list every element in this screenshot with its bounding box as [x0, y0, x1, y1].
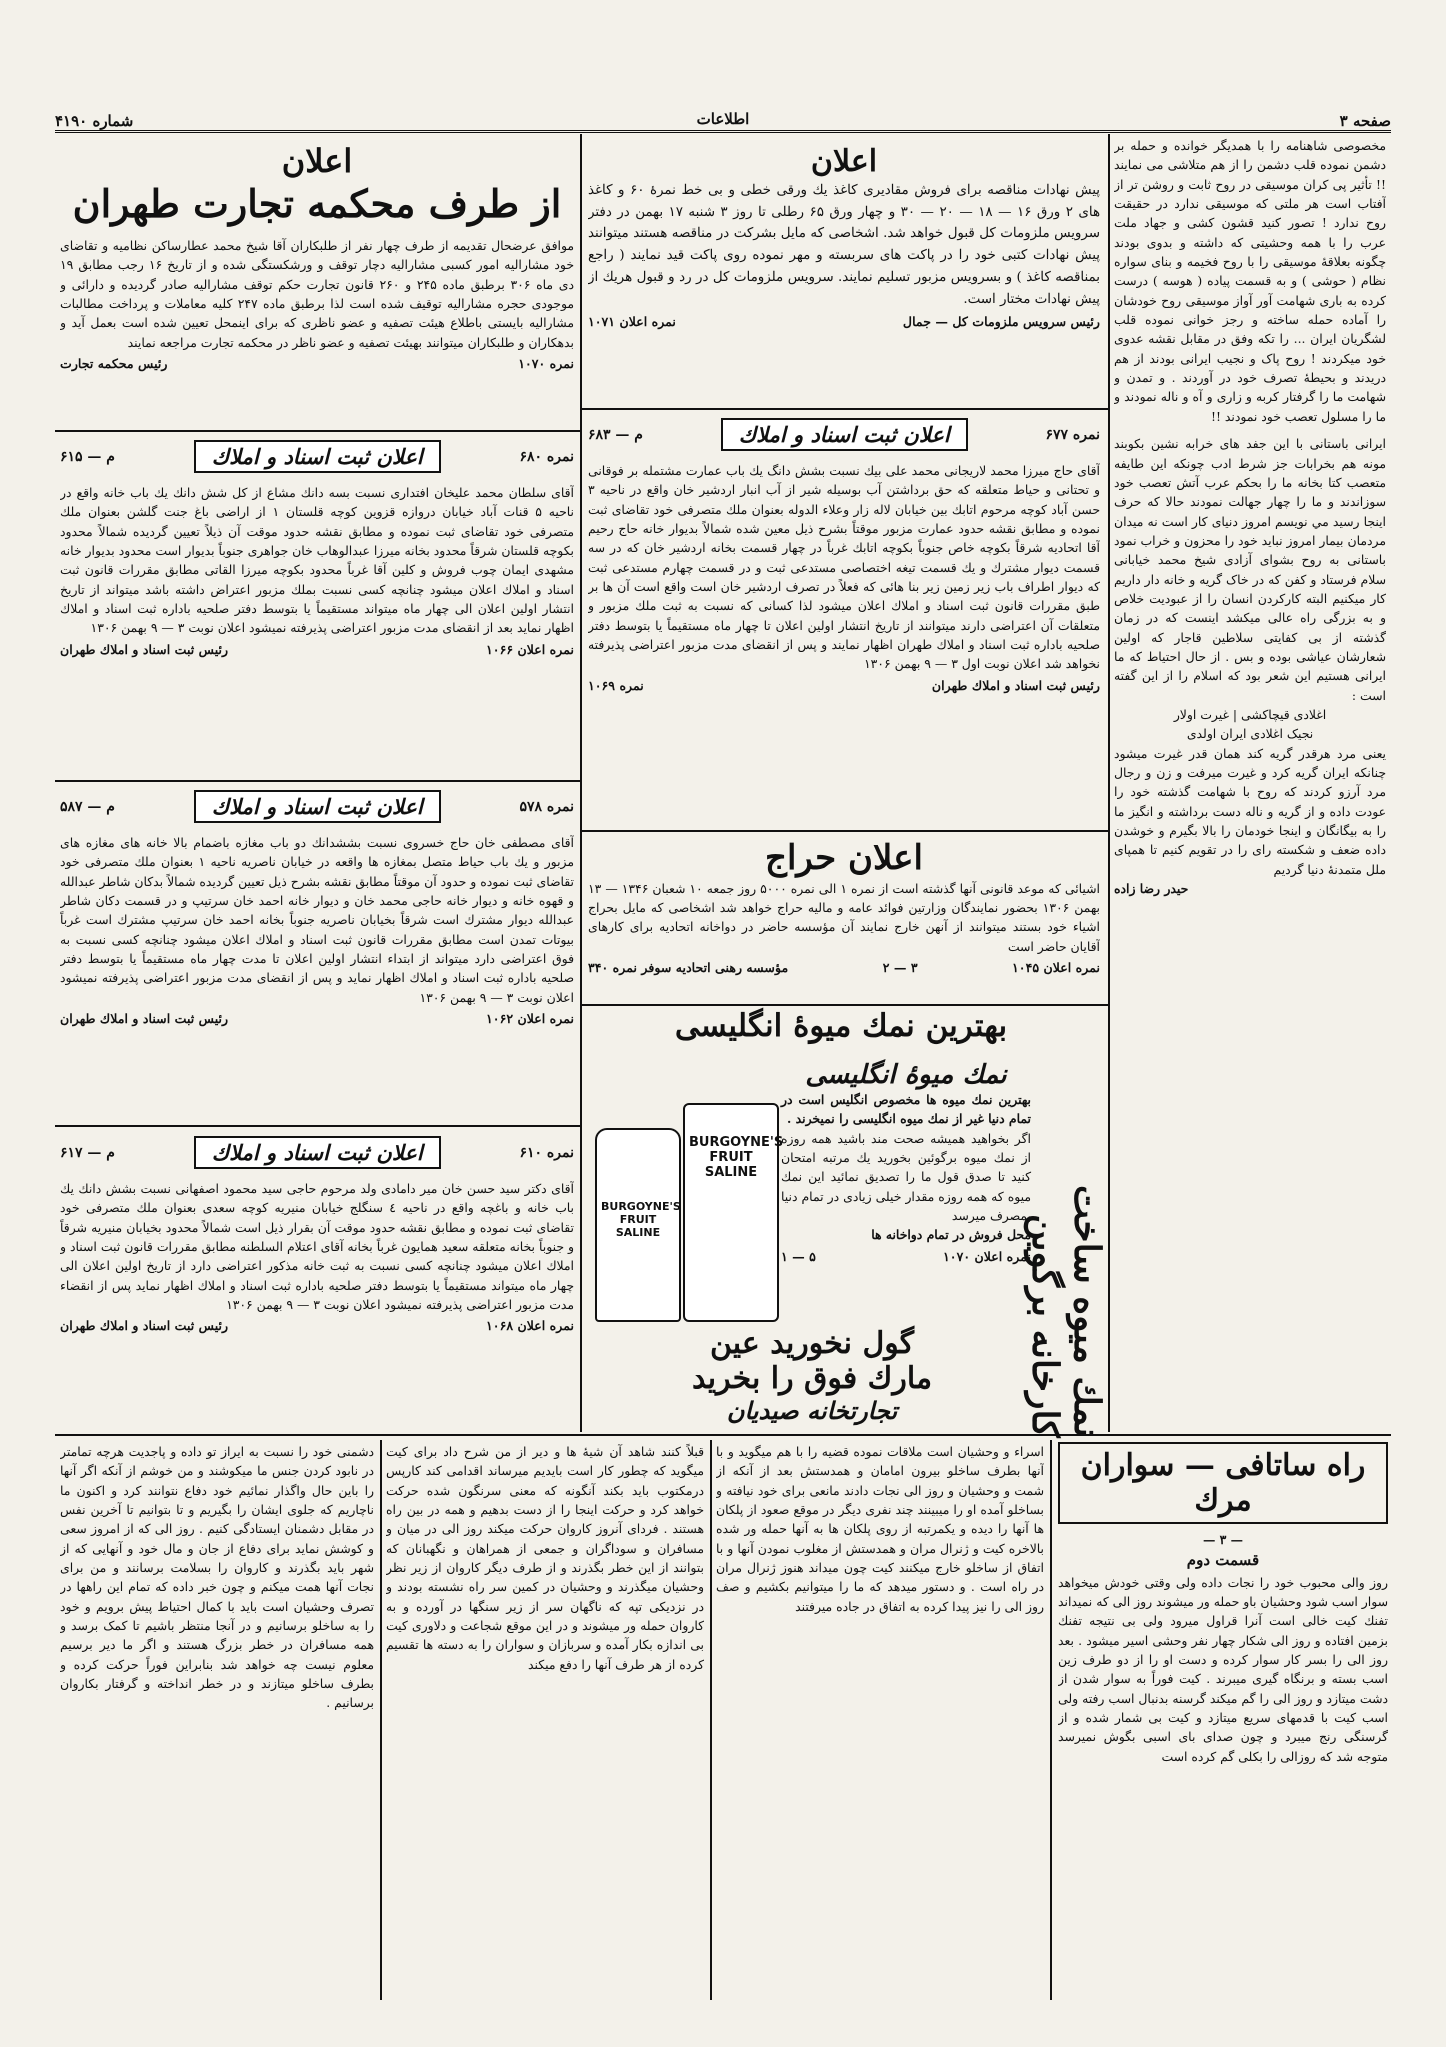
notice-code: م — ۶۱۷ — [60, 1144, 115, 1161]
ad-vertical-text: نمك میوه ساخت كارخانه برگوین — [1024, 1185, 1108, 1438]
court-line1: اعلان — [281, 142, 353, 180]
notice-title: اعلان ثبت اسناد و املاك — [194, 1136, 441, 1169]
issue-number: شماره ۴۱۹۰ — [55, 112, 134, 130]
notice-title: اعلان ثبت اسناد و املاك — [194, 440, 441, 473]
notice-number: نمره ۶۸۰ — [519, 448, 574, 465]
essay-paragraph: یعنی مرد هرقدر گریه کند همان قدر غیرت میشود چنانکه ایران گریه کرد و غیرت میرفت و زن و رجال مرد آرزو کردند که روح با شهامت گذشته خود را عودت داده و از گریه و ناله دست برداشته و انگیز ما را به بیگانگان و اینجا خودمان را بالا بگیرم و خوشدن داده ضعف و شکسته رای را در تقویم کنیم تا همپای ملل متمدنهٔ دنیا گردیم — [1114, 745, 1386, 877]
tender-sign: رئیس سرویس ملزومات کل — جمال — [902, 314, 1100, 330]
essay-paragraph: مخصوصی شاهنامه را با همدیگر خوانده و حمله بر دشمن نموده قلب دشمن را از هم متلاشی می نمایند !! تأثیر پی کران موسیقی در روح ثابت و روشن تر از آفتاب است هر ملتی که موسیقی ندارد در حقیقت روح ندارد ! تصور کنید قشون کشی و جهاد ملت عرب را با همه وحشیتی که داشته و بدوی بودند چگونه بعلاقهٔ موسیقی را با روح فخیمه و بنای سواره نظام ( حوشی ) و به قسمت پیاده ( هوسه ) درست کرده به باری شهامت آور آواز موسیقی روح خودشان را آماده حمله ساخته و رجز خوانی نموده قلب لشگریان ایران ... را تکه وفق در مقابل نقشه عدوی خود میکردند ! روح پاک و نجیب ایرانی بودند از هم دریدند و بحیطهٔ تصرف خود در آوردند . و تمدن و شهامت ما را گرفتار کربه و زاری و آه و ناله نمودند و ما را مسلول تعصب خود نمودند !! — [1114, 138, 1386, 424]
court-footer — [60, 356, 574, 371]
column-rule — [380, 1440, 382, 2000]
notice-code: م — ۶۸۳ — [588, 426, 643, 443]
court-sign: رئیس محکمه تجارت — [60, 355, 168, 371]
column-rule — [1108, 134, 1110, 1432]
ad-script-name: نمك میوهٔ انگلیسی — [805, 1060, 1007, 1090]
tender-notice — [588, 140, 1100, 404]
ad-headline: بهترین نمك میوهٔ انگلیسی — [674, 1008, 1008, 1044]
ad-footer — [781, 1249, 1031, 1264]
auction-notice — [588, 834, 1100, 1002]
notice-title: اعلان ثبت اسناد و املاك — [194, 790, 441, 823]
notice-sign: رئیس ثبت اسناد و املاك طهران — [931, 677, 1100, 693]
notice-sign: رئیس ثبت اسناد و املاك طهران — [60, 1011, 229, 1027]
essay-verse: اغلادی قیچاکشی | غیرت اولار — [1173, 706, 1327, 722]
serial-text: روز والی محبوب خود را نجات داده ولی وقتی خودش میخواهد سوار اسب شود وحشیان باو حمله ور میشوند روز الی که نمیداند تفنك کیت خالی است آنرا قراول میرود ولی بی نتیجه تفنك بزمین افتاده و روز الی شکار چهار نفر وحشی اسیر میشود . بعد روز الی را بسر کار سوار کرده و دست او را از دو طرف زین اسب بسته و برنگاه گیری میبرند . کیت فوراً به سوار شدن از دشت میتازد و روز الی را گم میکند گرسنه بدنبال اسب رفته ولی اسب کیت با قدمهای سریع میتازد و کیت بی شمار شده و از گرسنگی رنج میبرد و چون صدای بای اسبی بگوش نمیرسد متوجه شد که روزالی را بکلی گم کرده است — [1058, 1574, 1388, 1764]
masthead — [55, 108, 1391, 133]
serial-column-1 — [1058, 1442, 1388, 2002]
notice-ref: نمره اعلان ۱۰۶۶ — [486, 641, 574, 657]
notice-ref: نمره اعلان ۱۰۶۲ — [486, 1011, 574, 1027]
notice-header — [60, 790, 574, 823]
court-line2: از طرف محکمه تجارت طهران — [72, 181, 562, 227]
box-rule — [580, 1004, 1108, 1006]
ad-number: نمره اعلان ۱۰۷۰ — [943, 1248, 1031, 1264]
registration-notice-677 — [588, 412, 1100, 826]
tender-number: نمره اعلان ۱۰۷۱ — [588, 314, 676, 330]
auction-sign: مؤسسه رهنی اتحادیه سوفر نمره ۳۴۰ — [588, 960, 789, 976]
serial-title: راه ساتافی — سواران مرك — [1058, 1442, 1388, 1524]
auction-footer — [588, 960, 1100, 975]
serial-text: قبلاً کنند شاهد آن شیهٔ ها و دیر از من شرح داد برای کیت میگوید که چطور کار است بایدیم میرساند اقدامی کند کارپس درمکتوب باید بکند آنگونه که معنی سرنگون شده حرکت خواهد کرد و حرکت اینجا را از دست بدهیم و همه در بین راه هستند . فردای آنروز کاروان حرکت میکند روز الی در میان و مسافران و سوداگران و جمعی از همراهان و نگهبانان که بتوانند از این خطر بگذرند و از طرف دیگر کاروان از زیر نظر وحشیان میگذرند و وحشیان در کمین سر راه نشسته بودند و در نزدیکی تپه که ناگهان سر از زیر سنگها در آورده و به کاروان حمله ور میشوند و در این موقع شجاعت و دلاوری کیت بی اندازه بکار آمده و سربازان و سواران را به دسته ها تقسیم کرده از هر طرف آنها را دفع میکند — [386, 1444, 704, 1672]
ad-body: اگر بخواهید همیشه صحت مند باشید همه روزه از نمك میوه برگوئین بخورید یك مرتبه امتحان کنید تا صدق قول ما را تصدیق نمائید این نمك میوه که همه روزه مقدار خیلی زیادی در تمام دنیا بمصرف میرسد — [781, 1130, 1031, 1224]
notice-body: آقای سلطان محمد علیخان افتداری نسبت بسه دانك مشاع از کل شش دانك یك باب خانه واقع در ناحیه ۵ قنات آباد خیابان دروازه قزوین کوچه قلستان ۱ از اراضی باغ جنت گلشن بعنوان ملك متصرفی خود تقاضای ثبت نموده و مطابق نقشه حدود موقت آن ذیلاً تعیین گردیده شمالاً محدود بکوچه قلستان شرقاً محدود بخانه میرزا عبدالوهاب خان جواهری جنوباً بدیوار است محدود بدیوار خانه مشهدی ایمان چوب فروش و کلین آقا غرباً محدود بکوچه میرزا القاتی مطابق مقررات قانون ثبت اسناد و املاك اعلان میشود چنانچه کسی نسبت بملك مزبور اعتراض داشته باشد میتواند از تاریخ انتشار اولین اعلان الی چهار ماه میتواند مستقیماً یا بتوسط دفتر صلحیه باداره ثبت اسناد و املاك اظهار نماید بعد از انقضای مدت مزبور اعتراضی پذیرفته نمیشود اعلان نوبت ۳ — ۹ بهمن ۱۳۰۶ — [60, 485, 574, 636]
notice-header — [60, 1136, 574, 1169]
bottle-label: BURGOYNE'S FRUIT SALINE — [601, 1200, 681, 1239]
notice-code: م — ۶۱۵ — [60, 448, 115, 465]
page-number: صفحه ۳ — [1339, 112, 1391, 130]
tender-title: اعلان — [810, 144, 878, 179]
notice-sign: رئیس ثبت اسناد و املاك طهران — [60, 1318, 229, 1334]
notice-body: آقای دکتر سید حسن خان میر دامادی ولد مرحوم حاجی سید محمود اصفهانی نسبت بشش دانك یك باب خانه و باغچه واقع در ناحیه ٤ سنگلج خیابان منیریه کوچه سعدی بعنوان ملك متصرفی خود تقاضای ثبت نموده و مطابق نقشه حدود موقت آن بقرار ذیل است شمالاً محدود بخیابان منیریه شرقاً و جنوباً بخانه متعلقه سعید همایون غرباً بخانه آقای اعتلام السلطنه مطابق مقررات قانون ثبت اسناد و املاك اعلان میشود چنانچه کسی نسبت به ثبت خانه مذکور اعتراضی دارد از تاریخ اولین اعلان الی چهار ماه میتواند مستقیماً یا بتوسط دفتر صلحیه باداره ثبت اسناد و املاك اظهار نماید پس از انقضاء مدت مزبور اعتراضی پذیرفته نمیشود اعلان نوبت ۳ — ۹ بهمن ۱۳۰۶ — [60, 1181, 574, 1313]
notice-number: نمره ۶۷۷ — [1045, 426, 1100, 443]
serial-part-number: — ۳ — — [1202, 1532, 1244, 1547]
tender-footer — [588, 314, 1100, 329]
tin-label: BURGOYNE'S FRUIT SALINE — [689, 1135, 784, 1180]
essay-verse: نجیک اغلادی ایران اولدی — [1186, 726, 1314, 742]
notice-header — [60, 440, 574, 473]
notice-body: آقای مصطفی خان حاج خسروی نسبت بششدانك دو باب مغازه باضمام بالا خانه های مغازه های مزبور و یك باب حیاط متصل بمغازه ها واقعه در خیابان ناصریه ناحیه ۱ بعنوان ملك متصرفی خود تقاضای ثبت نموده و حدود آن موقتاً مطابق نقشه بشرح ذیل تعیین گردیده شمالاً بدکان شاطر عبدالله و قهوه خانه و دیوار خانه حاجی محمد خان و دیوار خانه احمد خان سرتیپ و در قسمت دکان شاطر عبدالله دیوار مشترك است شرقاً بخیابان ناصریه جنوباً بخانه احمد خان سرتیپ مشترك است غرباً بیوتات تمدن است مطابق مقررات قانون ثبت اسناد و املاك اعلان میشود چنانچه کسی نسبت به فوق اعتراضی دارد میتواند از ابتداء انتشار اولین اعلان تا مدت چهار ماه مستقیماً یا بتوسط دفتر صلحیه باداره ثبت اسناد و املاك اظهار نماید و پس از انقضای مدت مزبور اعتراضی پذیرفته نمیشود اعلان نوبت ۳ — ۹ بهمن ۱۳۰۶ — [60, 835, 574, 1005]
ad-code: ۵ — ۱ — [781, 1248, 816, 1264]
box-rule — [55, 430, 580, 432]
auction-title: اعلان حراج — [765, 838, 923, 878]
registration-notice-680 — [60, 434, 574, 778]
court-number: نمره ۱۰۷۰ — [518, 355, 574, 371]
ad-slogan: گول نخورید عین مارك فوق را بخرید تجارتخانه صیدیان — [691, 1326, 933, 1425]
commercial-court-notice — [60, 138, 574, 428]
court-body: موافق عرضحال تقدیمه از طرف چهار نفر از طلبکاران آقا شیخ محمد عطارساکن نظامیه و تقاضای خود مشارالیه امور کسبی مشارالیه دچار توقف و ورشکستگی شده و از تاریخ ۱۶ رجب مطابق ۱۹ دی ماه ۳۰۶ برطبق ماده ۲۴۵ و ۲۶۰ قانون تجارت حکم توقف مشارالیه صادر گردیده و دارائی و موجودی حجره مشارالیه توقیف شده است لذا برطبق ماده ۲۴۷ کلیه معاملات و پرداخت مطالبات مشارالیه بایستی باطلاع هیئت تصفیه و عضو ناظری که برای اینمحل تعیین شده است بعمل آید و بدهکاران و طلبکاران میتوانند بهیئت تصفیه و عضو ناظر در محکمه تجارت مراجعه نمایند — [60, 237, 574, 350]
notice-footer — [588, 678, 1100, 693]
serial-column-3 — [386, 1442, 704, 2002]
notice-header — [588, 418, 1100, 451]
column-rule — [1050, 1440, 1052, 2000]
notice-body: آقای حاج میرزا محمد لاریجانی محمد علی بیك نسبت بشش دانگ یك باب عمارت مشتمله بر فوقانی و تحتانی و حیاط متعلقه که حق برداشتن آب بوسیله شیر از آب انبار اردشیر خان واقع در ناحیه ۳ حسن آباد کوچه مرحوم اتابك بین خیابان لاله زار وعلاء الدوله بعنوان ملك متصرفی خود تقاضای ثبت نموده و مطابق نقشه حدود عمارت مزبور موقتاً بشرح ذیل معین شده شمالاً بدیوار خانه حاج رحیم آقا اتحادیه شرقاً بکوچه خاص جنوباً بکوچه اتابك غرباً در چهار قسمت بخانه اردشیر خان که در سه قسمت دیوار مشترك و یك قسمت تیغه اختصاصی مستدعی ثبت و در قسمت چهارم مستدعی ثبت که دیوار اطراف باب زیر زمین زیر بنا هائی که فعلاً در تصرف اردشیر خان است واقع است آن ها بر طبق مقررات قانون ثبت اسناد و املاك اعلان میشود لذا کسانی که نسبت به ثبت ملك مزبور و متعلقات آن اعتراضی دارند میتوانند از تاریخ انتشار اولین اعلان تا چهار ماه مستقیماً یا بتوسط دفتر صلحیه باداره ثبت اسناد و املاك طهران اظهار نمایند و پس از انقضای مدت مزبور اعتراضی پذیرفته نخواهد شد اعلان نوبت اول ۳ — ۹ بهمن ۱۳۰۶ — [588, 463, 1100, 672]
notice-title: اعلان ثبت اسناد و املاك — [721, 418, 968, 451]
serial-text: دشمنی خود را نسبت به ایراز تو داده و پاجدیت هرچه تمامتر در نابود کردن جنس ما میکوشند و من خوشم از آنکه اگر آنها را باین حال واگذار نمائیم خود دفاع نتوانند کرد و اکنون ما ناچاریم که جلوی ایشان را بگیریم و تا بتوانیم تا آخرین نفس در مقابل دشمنان ایستادگی کنیم . روز الی که از امروز سعی و کوشش نماید برای دفاع از جان و مال خود و آنهایی که از شهر باید بگذرند و کاروان را بسلامت برسانند و من برای نجات آنها همت میکنم و چون خبر داده که تمام این راهها در تصرف وحشیان است باید با کمال احتیاط پیش برویم و خود را به ساخلو برسانیم و در آنجا منتظر باشیم تا کمک برسد و همه مسافران در خطر بزرگ هستند و اگر ما دیر برسیم معلوم نیست چه خواهد شد بنابراین فوراً حرکت کرده و بطرف ساخلو میتازند و در خطر انداخته و گرفتار بکاروان برسانیم . — [60, 1444, 374, 1711]
registration-notice-578 — [60, 784, 574, 1122]
essay-paragraph: ایرانی باستانی با این جفد های خرابه نشین بکوبند مونه هم بخرابات جز شرط ادب چونکه این طایفه متعصب کتا بخانه ما را بحکم عرب آتش تعصب خود سوزاندند و ما را چهار جهالت نمودند حالا که حرف اینجا رسید مي نویسم امروز دنیای کار است نه میدان مردمان بیمار امروز نباید خود را محزون و خراب نمود باستانی به روح بشوای آزادی شیخ محمد خیابانی سلام فرستاد و کفن که در خاک گریه و خانه دار داریم کار میکنیم البته کارکردن انسان را از عبودیت خلاص و به بزرگی راه عالی میکشد اینست که در زمان گذشته از بی کفایتی سلاطین قاجار که اولین شعارشان عیاشی بوده و بس . از حال احتیاط که ما ایرانی هستیم این شعر بود که اسلام را از این گفته است : — [1114, 436, 1386, 703]
column-rule — [580, 134, 582, 1432]
essay-signature: حیدر رضا زاده — [1114, 881, 1189, 897]
auction-code: ۳ — ۲ — [882, 960, 918, 976]
auction-body: اشیائی که موعد قانونی آنها گذشته است از نمره ۱ الی نمره ۵۰۰۰ روز جمعه ۱۰ شعبان ۱۳۴۶ — ۱۳ بهمن ۱۳۰۶ بحضور نمایندگان وزارتین فوائد عامه و مالیه حراج خواهد شد اشخاصی که مایل بحراج اشیاء خود بستند میتوانند از آنهن خارج نمایند آن مؤسسه حاضر در دواخانه اتحادیه برای کارهای آقایان حاضر است — [588, 880, 1100, 954]
notice-ref: نمره اعلان ۱۰۶۸ — [486, 1318, 574, 1334]
box-rule — [55, 780, 580, 782]
essay-column — [1114, 136, 1386, 1432]
notice-footer — [60, 642, 574, 657]
notice-footer — [60, 1011, 574, 1026]
notice-footer — [60, 1318, 574, 1333]
ad-text-block — [781, 1060, 1031, 1264]
column-rule — [710, 1440, 712, 2000]
serial-column-2 — [716, 1442, 1044, 2002]
paper-title: اطلاعات — [696, 110, 750, 128]
registration-notice-610 — [60, 1130, 574, 1432]
tin-image — [683, 1103, 784, 1322]
notice-ref: نمره ۱۰۶۹ — [588, 677, 644, 693]
serial-column-4 — [60, 1442, 374, 2002]
bottle-image — [595, 1128, 681, 1322]
auction-number: نمره اعلان ۱۰۴۵ — [1012, 960, 1100, 976]
ad-where: محل فروش در تمام دواخانه ها — [871, 1227, 1031, 1243]
serial-part: قسمت دوم — [1186, 1551, 1260, 1570]
serial-text: اسراء و وحشیان است ملاقات نموده قضیه را با هم میگوید و با آنها بطرف ساخلو بیرون امامان و همدستش بعد از آنکه از شمت و وحشیان و روز الی نجات دادند مانعی برای خود نیافته و بساخلو آمده او را میبینند چند نفری دیگر در موقع صعود از پلکان ها آنها را دیده و یکمرتبه از روی پلکان ها به آنها حمله ور شده بالاخره کیت و ژنرال مران و همدستش از مغلوب نمودن آنها و با اتفاق از ساخلو خارج میکنند کیت چون میداند هنوز ژنرال مران در راه است . و دستور میدهد که ما را میتوانیم بکشیم و صف روز الی را نیز پیدا کرده به اتفاق در جاده میرفتند — [716, 1444, 1044, 1614]
tender-body: پیش نهادات مناقصه برای فروش مقادیری کاغذ یك ورقی خطی و بی خط نمرهٔ ۶۰ و کاغذ های ۲ ورق ۱۶ — ۱۸ — ۲۰ — ۳۰ و چهار ورق ۶۵ رطلی تا روز ۳ شنبه ۱۷ بهمن در دفتر سرویس ملزومات کل قبول خواهد شد. اشخاصی که مایل بشرکت در مناقصه هستند میتوانند پیش نهادات کتبی خود را در پاکت های سربسته و مهر نموده روی پاکت قید نمایند ( راجع بمناقصه کاغذ ) و بسرویس مزبور تسلیم نمایند. سرویس ملزومات کل در رد و قبول هریك از پیش نهادات مختار است. — [588, 183, 1100, 307]
box-rule — [55, 1125, 580, 1127]
notice-code: م — ۵۸۷ — [60, 798, 115, 815]
box-rule — [580, 830, 1108, 832]
notice-number: نمره ۶۱۰ — [519, 1144, 574, 1161]
ad-body: بهترین نمك میوه ها مخصوص انگلیس است در تمام دنیا غیر از نمك میوه انگلیسی را نمیخرند . — [781, 1092, 1031, 1127]
fruit-salt-ad — [587, 1008, 1108, 1444]
notice-sign: رئیس ثبت اسناد و املاك طهران — [60, 641, 229, 657]
box-rule — [580, 408, 1108, 410]
notice-number: نمره ۵۷۸ — [519, 798, 574, 815]
